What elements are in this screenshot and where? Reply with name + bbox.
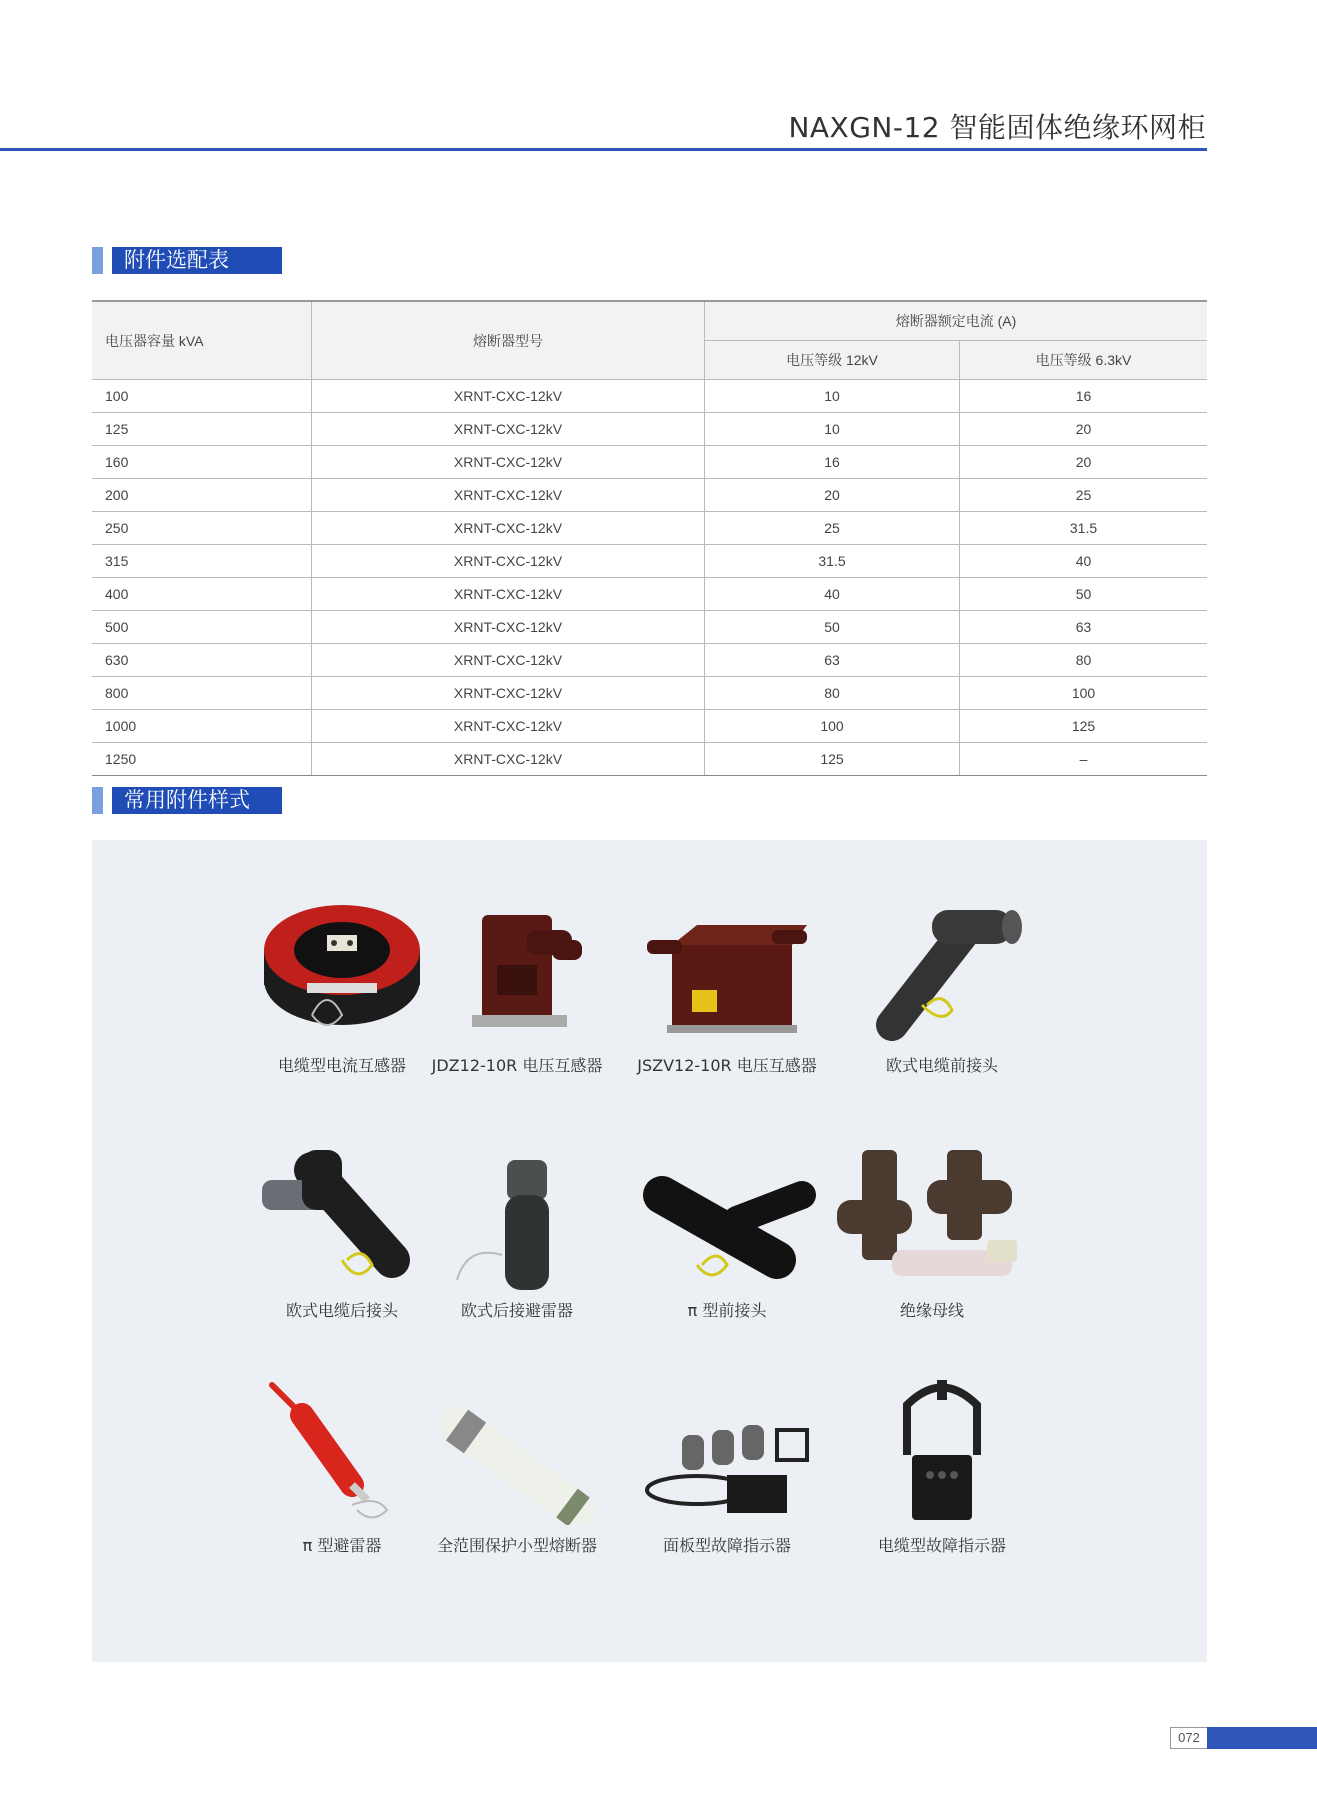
gallery-caption: 面板型故障指示器 (662, 1536, 791, 1555)
cell-kva: 125 (92, 413, 312, 446)
cell-kva: 200 (92, 479, 312, 512)
cell-63kv: – (960, 743, 1208, 776)
cell-63kv: 16 (960, 380, 1208, 413)
gallery-item (427, 1375, 607, 1556)
cell-63kv: 20 (960, 446, 1208, 479)
cell-model: XRNT-CXC-12kV (312, 644, 705, 677)
table-row (92, 545, 1207, 578)
cell-kva: 400 (92, 578, 312, 611)
gallery-caption: 欧式电缆前接头 (885, 1056, 998, 1075)
cell-12kv: 100 (705, 710, 960, 743)
gallery-caption: 电缆型电流互感器 (277, 1056, 406, 1075)
gallery-caption: JSZV12-10R 电压互感器 (637, 1056, 817, 1075)
gallery-item (252, 895, 432, 1076)
header-12kv: 电压等级 12kV (705, 341, 960, 380)
insulated-busbar-icon (832, 1140, 1052, 1290)
gallery-item (637, 1375, 817, 1556)
table-row (92, 479, 1207, 512)
cell-model: XRNT-CXC-12kV (312, 446, 705, 479)
table-row (92, 710, 1207, 743)
cell-12kv: 25 (705, 512, 960, 545)
gallery-item (637, 1140, 817, 1321)
cell-12kv: 50 (705, 611, 960, 644)
cell-model: XRNT-CXC-12kV (312, 512, 705, 545)
table-row (92, 611, 1207, 644)
gallery-item (252, 1140, 432, 1321)
cell-12kv: 16 (705, 446, 960, 479)
accessory-gallery (92, 840, 1207, 1662)
voltage-transformer-icon (427, 895, 607, 1045)
section-title: 附件选配表 (112, 247, 282, 274)
table-row (92, 578, 1207, 611)
cell-model: XRNT-CXC-12kV (312, 479, 705, 512)
cell-model: XRNT-CXC-12kV (312, 743, 705, 776)
cell-model: XRNT-CXC-12kV (312, 413, 705, 446)
gallery-caption: 电缆型故障指示器 (877, 1536, 1006, 1555)
cell-12kv: 63 (705, 644, 960, 677)
cell-12kv: 80 (705, 677, 960, 710)
gallery-item (427, 895, 607, 1076)
cell-model: XRNT-CXC-12kV (312, 545, 705, 578)
cell-12kv: 31.5 (705, 545, 960, 578)
cable-rear-connector-icon (252, 1140, 432, 1290)
cell-63kv: 125 (960, 710, 1208, 743)
gallery-item (637, 895, 817, 1076)
heading-marker (92, 247, 103, 274)
cell-63kv: 63 (960, 611, 1208, 644)
table-row (92, 446, 1207, 479)
cable-front-connector-icon (852, 895, 1032, 1045)
table-row (92, 743, 1207, 776)
table-row (92, 677, 1207, 710)
gallery-item (832, 1140, 1052, 1321)
cell-12kv: 20 (705, 479, 960, 512)
cell-kva: 160 (92, 446, 312, 479)
section-title: 常用附件样式 (112, 787, 282, 814)
table-row (92, 380, 1207, 413)
header-rule (0, 148, 1207, 151)
cell-kva: 250 (92, 512, 312, 545)
cell-model: XRNT-CXC-12kV (312, 710, 705, 743)
cell-kva: 100 (92, 380, 312, 413)
cell-63kv: 25 (960, 479, 1208, 512)
cell-model: XRNT-CXC-12kV (312, 380, 705, 413)
header-63kv: 电压等级 6.3kV (960, 341, 1208, 380)
cell-63kv: 20 (960, 413, 1208, 446)
gallery-caption: 欧式后接避雷器 (460, 1301, 573, 1320)
full-range-fuse-icon (427, 1375, 607, 1525)
cell-12kv: 125 (705, 743, 960, 776)
pi-front-connector-icon (637, 1140, 817, 1290)
cell-kva: 315 (92, 545, 312, 578)
header-model: 熔断器型号 (312, 301, 705, 380)
ring-current-transformer-icon (252, 895, 432, 1045)
voltage-transformer-box-icon (637, 895, 817, 1045)
cell-63kv: 50 (960, 578, 1208, 611)
rear-surge-arrester-icon (427, 1140, 607, 1290)
pi-surge-arrester-icon (252, 1375, 432, 1525)
gallery-item (252, 1375, 432, 1556)
gallery-caption: π 型前接头 (687, 1301, 767, 1320)
gallery-caption: 全范围保护小型熔断器 (436, 1536, 597, 1555)
gallery-item (427, 1140, 607, 1321)
panel-fault-indicator-icon (637, 1375, 817, 1525)
fuse-selection-table (92, 300, 1207, 776)
cell-63kv: 31.5 (960, 512, 1208, 545)
table-row (92, 413, 1207, 446)
gallery-caption: JDZ12-10R 电压互感器 (431, 1056, 603, 1075)
gallery-caption: 绝缘母线 (899, 1301, 964, 1320)
gallery-item (852, 895, 1032, 1076)
cell-model: XRNT-CXC-12kV (312, 578, 705, 611)
cable-fault-indicator-icon (852, 1375, 1032, 1525)
table-row (92, 644, 1207, 677)
cell-12kv: 40 (705, 578, 960, 611)
section-heading-accessory-table (92, 247, 282, 274)
cell-model: XRNT-CXC-12kV (312, 611, 705, 644)
cell-12kv: 10 (705, 380, 960, 413)
cell-63kv: 100 (960, 677, 1208, 710)
cell-kva: 630 (92, 644, 312, 677)
cell-12kv: 10 (705, 413, 960, 446)
cell-kva: 800 (92, 677, 312, 710)
cell-63kv: 80 (960, 644, 1208, 677)
gallery-caption: 欧式电缆后接头 (285, 1301, 398, 1320)
cell-kva: 500 (92, 611, 312, 644)
section-heading-accessory-styles (92, 787, 282, 814)
heading-marker (92, 787, 103, 814)
gallery-caption: π 型避雷器 (302, 1536, 382, 1555)
gallery-item (852, 1375, 1032, 1556)
cell-kva: 1250 (92, 743, 312, 776)
cell-63kv: 40 (960, 545, 1208, 578)
cell-model: XRNT-CXC-12kV (312, 677, 705, 710)
header-capacity: 电压器容量 kVA (92, 301, 312, 380)
page-number: 072 (1170, 1727, 1208, 1749)
page-title: NAXGN-12 智能固体绝缘环网柜 (788, 111, 1206, 144)
page-number-bar (1207, 1727, 1317, 1749)
table-row (92, 512, 1207, 545)
cell-kva: 1000 (92, 710, 312, 743)
header-rated-current: 熔断器额定电流 (A) (705, 301, 1208, 341)
